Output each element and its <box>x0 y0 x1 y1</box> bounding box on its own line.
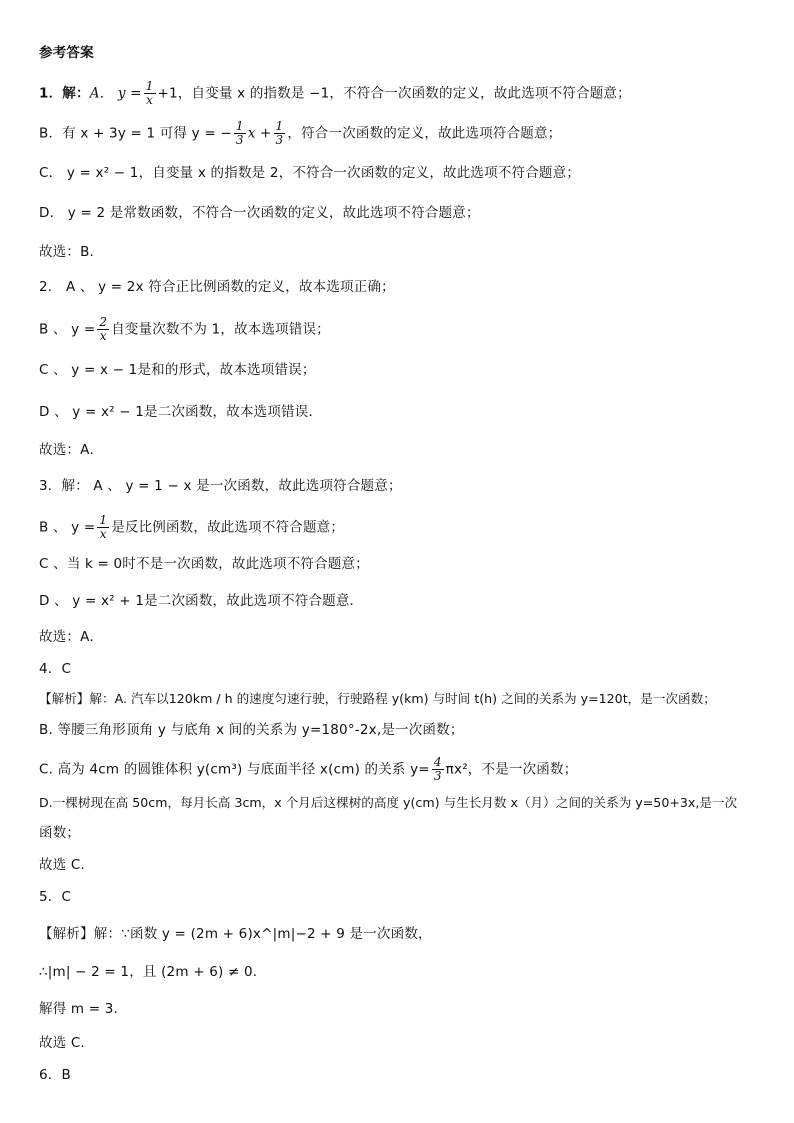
q1-option-a: A． <box>89 85 114 102</box>
q3-text-b2: 是反比例函数，故此选项不符合题意； <box>111 519 345 536</box>
q2-fraction: $\frac{2}{x}$ <box>99 315 108 343</box>
q2-text-b2: 自变量次数不为 1，故本选项错误； <box>111 321 330 338</box>
q2-line-4: D 、 y = x² − 1是二次函数，故本选项错误． <box>39 404 323 420</box>
q3-line-2 <box>39 514 344 541</box>
q4-line-1: 【解析】解：A. 汽车以120km / h 的速度匀速行驶，行驶路程 y(km) 与时间 t(h) 之间的关系为 y=120t，是一次函数； <box>39 691 716 706</box>
q2-text-b1: B 、 y = <box>39 321 96 338</box>
q4-text-c2: πx²，不是一次函数； <box>445 761 578 778</box>
q4-answer: 故选 C． <box>39 857 95 873</box>
q3-line-3: C 、当 k = 0时不是一次函数，故此选项不符合题意； <box>39 556 369 572</box>
q5-answer-key: 5．C <box>39 889 72 905</box>
q1-fraction-b1: $\frac{1}{3}$ <box>235 119 244 147</box>
q1-expr: y = <box>117 85 142 102</box>
q2-line-3: C 、 y = x − 1是和的形式，故本选项错误； <box>39 362 316 378</box>
q4-line-3 <box>39 756 577 783</box>
q6-answer-key: 6．B <box>39 1067 71 1083</box>
q4-line-2: B. 等腰三角形顶角 y 与底角 x 间的关系为 y=180°-2x,是一次函数； <box>39 722 464 738</box>
q4-text-c1: C. 高为 4cm 的圆锥体积 y(cm³) 与底面半径 x(cm) 的关系 y= <box>39 761 430 778</box>
q1-text-b2: x + <box>247 125 272 142</box>
q5-line-1: 【解析】解：∵函数 y = (2m + 6)x^|m|−2 + 9 是一次函数， <box>39 926 432 942</box>
q1-line-3: C． y = x² − 1，自变量 x 的指数是 2，不符合一次函数的定义，故此选项不符合题意； <box>39 165 581 181</box>
q3-line-1: 3．解： A 、 y = 1 − x 是一次函数，故此选项符合题意； <box>39 478 402 494</box>
q1-text-b1: B．有 x + 3y = 1 可得 y = − <box>39 125 232 142</box>
q1-text-b3: ，符合一次函数的定义，故此选项符合题意； <box>287 125 562 142</box>
q4-fraction: $\frac{4}{3}$ <box>433 755 442 783</box>
q2-line-2 <box>39 316 330 343</box>
q4-answer-key: 4．C <box>39 661 72 677</box>
q5-answer: 故选 C． <box>39 1035 95 1051</box>
q2-line-1: 2． A 、 y = 2x 符合正比例函数的定义，故本选项正确； <box>39 279 395 295</box>
q3-fraction: $\frac{1}{x}$ <box>99 513 108 541</box>
page-title: 参考答案 <box>39 45 94 61</box>
q5-line-2: ∴|m| − 2 = 1，且 (2m + 6) ≠ 0． <box>39 964 267 980</box>
q4-line-4: D.一棵树现在高 50cm，每月长高 3cm，x 个月后这棵树的高度 y(cm) 与生长月数 x（月）之间的关系为 y=50+3x,是一次 <box>39 795 738 810</box>
q1-answer: 故选：B． <box>39 244 104 260</box>
q1-line-1 <box>39 80 631 107</box>
q3-answer: 故选：A． <box>39 629 104 645</box>
q3-line-4: D 、 y = x² + 1是二次函数，故此选项不符合题意． <box>39 593 364 609</box>
q1-number: 1．解： <box>39 85 90 102</box>
q1-fraction: $\frac{1}{x}$ <box>145 79 154 107</box>
q1-line-4: D． y = 2 是常数函数，不符合一次函数的定义，故此选项不符合题意； <box>39 205 480 221</box>
q1-line-2 <box>39 120 561 147</box>
q5-line-3: 解得 m = 3． <box>39 1001 128 1017</box>
q1-text-a: +1，自变量 x 的指数是 −1，不符合一次函数的定义，故此选项不符合题意； <box>157 85 631 102</box>
q2-answer: 故选：A． <box>39 442 104 458</box>
q3-text-b1: B 、 y = <box>39 519 96 536</box>
q1-fraction-b2: $\frac{1}{3}$ <box>275 119 284 147</box>
q4-line-5: 函数； <box>39 825 81 841</box>
